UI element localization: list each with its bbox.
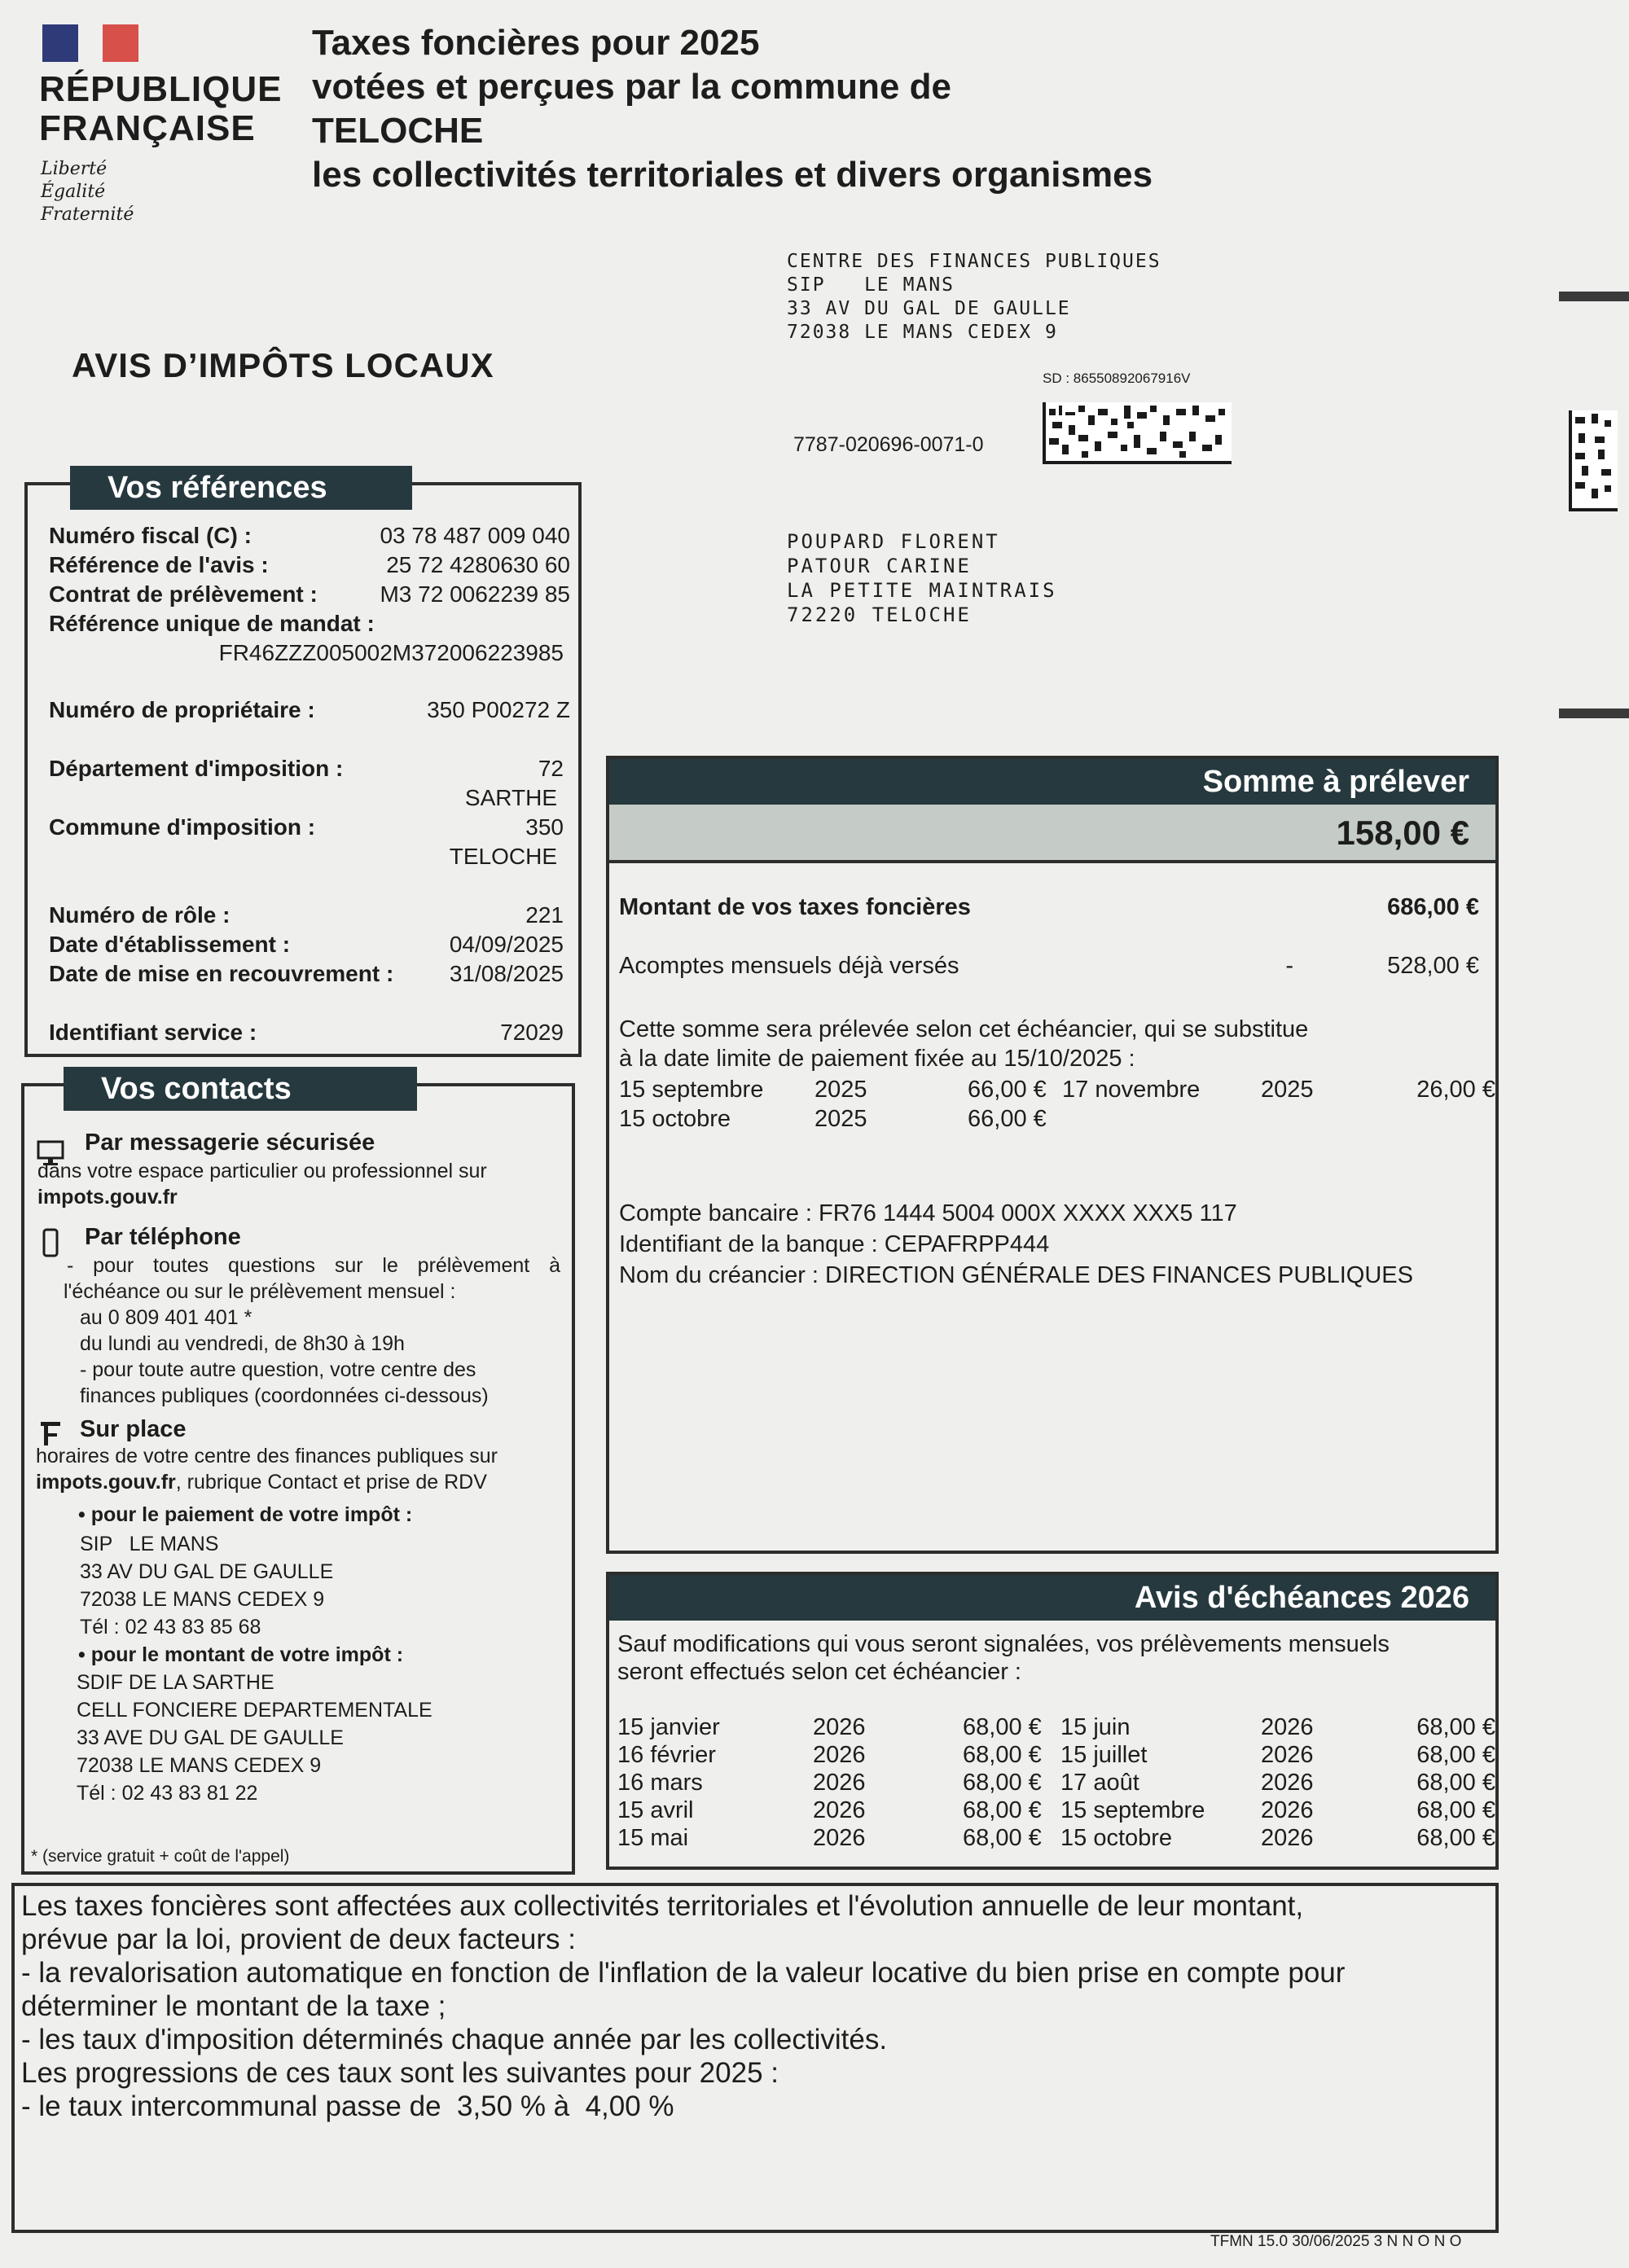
sur-place-line: impots.gouv.fr, rubrique Contact et prise de RDV <box>36 1471 487 1494</box>
proprietaire-row: Numéro de propriétaire : 350 P00272 Z <box>49 697 570 722</box>
echeance-year: 2026 <box>813 1714 866 1740</box>
edge-mark <box>1559 708 1629 718</box>
messagerie-link[interactable]: impots.gouv.fr <box>37 1186 178 1209</box>
somme-panel <box>606 756 1499 1554</box>
taxes-row: Montant de vos taxes foncières 686,00 € <box>619 894 1479 920</box>
identifiant-service-row: Identifiant service : 72029 <box>49 1020 564 1045</box>
date-recouvrement-row: Date de mise en recouvrement : 31/08/2025 <box>49 961 564 986</box>
echeance-date: 15 mai <box>617 1825 689 1851</box>
schedule-year: 2025 <box>814 1106 867 1132</box>
nom-creancier: Nom du créancier : DIRECTION GÉNÉRALE DES FINANCES PUBLIQUES <box>619 1262 1413 1288</box>
echeance-amount: 68,00 € <box>1416 1742 1495 1768</box>
montant-phone: Tél : 02 43 83 81 22 <box>77 1782 258 1805</box>
montant-address: 33 AVE DU GAL DE GAULLE <box>77 1726 344 1749</box>
echeance-year: 2026 <box>813 1742 866 1768</box>
echeance-year: 2026 <box>1261 1714 1314 1740</box>
paiement-phone: Tél : 02 43 83 85 68 <box>80 1616 261 1638</box>
marianne-logo <box>42 24 138 65</box>
info-line: déterminer le montant de la taxe ; <box>21 1990 446 2022</box>
echeance-year: 2026 <box>1261 1742 1314 1768</box>
side-barcode-icon <box>1569 410 1618 511</box>
footer-code: TFMN 15.0 30/06/2025 3 N N O N O <box>1210 2233 1462 2250</box>
schedule-date: 17 novembre <box>1062 1077 1201 1103</box>
avis-title: AVIS D’IMPÔTS LOCAUX <box>72 346 494 384</box>
echeance-amount: 68,00 € <box>963 1825 1042 1851</box>
sd-code: SD : 86550892067916V <box>1043 371 1191 386</box>
numero-fiscal-row: Numéro fiscal (C) : 03 78 487 009 040 <box>49 523 570 548</box>
devise-egalite: Égalité <box>41 182 106 202</box>
somme-amount: 158,00 € <box>609 805 1495 863</box>
devise-liberte: Liberté <box>41 159 108 179</box>
telephone-line: l'échéance ou sur le prélèvement mensuel : <box>64 1280 456 1303</box>
montant-address: SDIF DE LA SARTHE <box>77 1671 274 1694</box>
echeance-year: 2026 <box>813 1825 866 1851</box>
echeance-date: 17 août <box>1060 1770 1139 1796</box>
echeance-amount: 68,00 € <box>1416 1770 1495 1796</box>
document-reference-code: 7787-020696-0071-0 <box>793 433 984 456</box>
document-title-line2: votées et perçues par la commune de <box>312 67 951 107</box>
sur-place-title: Sur place <box>80 1416 187 1442</box>
echeance-amount: 68,00 € <box>963 1770 1042 1796</box>
info-line: - le taux intercommunal passe de 3,50 % à 4,00 % <box>21 2090 674 2122</box>
departement-row: Département d'imposition : 72 <box>49 756 564 781</box>
commune-name: TELOCHE <box>449 844 557 869</box>
contacts-heading: Vos contacts <box>64 1067 417 1111</box>
references-heading: Vos références <box>70 466 412 510</box>
commune-row: Commune d'imposition : 350 <box>49 814 564 840</box>
echeance-year: 2026 <box>1261 1825 1314 1851</box>
phone-icon <box>36 1228 65 1257</box>
mandat-value: FR46ZZZ005002M372006223985 <box>218 640 564 665</box>
information-panel <box>11 1883 1499 2233</box>
echeance-year: 2026 <box>813 1770 866 1796</box>
francaise-label: FRANÇAISE <box>39 108 256 148</box>
montant-title: • pour le montant de votre impôt : <box>78 1643 404 1666</box>
echeances-heading: Avis d'échéances 2026 <box>609 1575 1495 1621</box>
telephone-line: finances publiques (coordonnées ci-dessous) <box>80 1384 489 1407</box>
info-line: - la revalorisation automatique en fonction de l'inflation de la valeur locative du bien prise en compte pour <box>21 1957 1346 1989</box>
echeance-date: 16 février <box>617 1742 716 1768</box>
telephone-title: Par téléphone <box>85 1224 241 1250</box>
centre-finances-address: CENTRE DES FINANCES PUBLIQUES SIP LE MANS 33 AV DU GAL DE GAULLE 72038 LE MANS CEDEX 9 <box>787 251 1161 343</box>
schedule-amount: 26,00 € <box>1416 1077 1495 1103</box>
schedule-amount: 66,00 € <box>968 1077 1047 1103</box>
schedule-date: 15 octobre <box>619 1106 731 1132</box>
telephone-hours: du lundi au vendredi, de 8h30 à 19h <box>80 1332 405 1355</box>
date-etablissement-row: Date d'établissement : 04/09/2025 <box>49 932 564 957</box>
schedule-year: 2025 <box>814 1077 867 1103</box>
contacts-footnote: * (service gratuit + coût de l'appel) <box>31 1847 290 1866</box>
echeancier-note: Cette somme sera prélevée selon cet échéancier, qui se substitue <box>619 1016 1309 1042</box>
somme-heading: Somme à prélever <box>609 759 1495 805</box>
paiement-address: 33 AV DU GAL DE GAULLE <box>80 1560 334 1583</box>
compte-bancaire: Compte bancaire : FR76 1444 5004 000X XXXX XXX5 117 <box>619 1200 1237 1226</box>
messagerie-text: dans votre espace particulier ou professionnel sur <box>37 1160 487 1182</box>
echeance-amount: 68,00 € <box>1416 1797 1495 1823</box>
paiement-address: 72038 LE MANS CEDEX 9 <box>80 1588 325 1611</box>
messagerie-title: Par messagerie sécurisée <box>85 1130 375 1156</box>
paiement-title: • pour le paiement de votre impôt : <box>78 1503 413 1526</box>
mandat-row: Référence unique de mandat : <box>49 611 375 636</box>
sur-place-link[interactable]: impots.gouv.fr <box>36 1471 176 1494</box>
identifiant-banque: Identifiant de la banque : CEPAFRPP444 <box>619 1231 1050 1257</box>
contacts-panel <box>21 1072 575 1875</box>
montant-address: CELL FONCIERE DEPARTEMENTALE <box>77 1699 432 1722</box>
schedule-date: 15 septembre <box>619 1077 764 1103</box>
echeances-panel <box>606 1572 1499 1870</box>
telephone-line: - pour toutes questions sur le prélèvement à <box>67 1254 560 1277</box>
schedule-amount: 66,00 € <box>968 1106 1047 1132</box>
acomptes-row: Acomptes mensuels déjà versés - 528,00 € <box>619 953 1479 979</box>
telephone-line: - pour toute autre question, votre centre des <box>80 1358 476 1381</box>
role-row: Numéro de rôle : 221 <box>49 902 564 928</box>
echeance-date: 15 juin <box>1060 1714 1131 1740</box>
echeance-amount: 68,00 € <box>963 1797 1042 1823</box>
echeances-note: Sauf modifications qui vous seront signalées, vos prélèvements mensuels <box>617 1631 1390 1657</box>
echeance-year: 2026 <box>1261 1797 1314 1823</box>
echeance-date: 16 mars <box>617 1770 703 1796</box>
references-panel <box>24 471 582 1057</box>
contrat-prelevement-row: Contrat de prélèvement : M3 72 0062239 85 <box>49 581 570 607</box>
document-subtitle: les collectivités territoriales et divers organismes <box>312 155 1153 195</box>
info-line: prévue par la loi, provient de deux facteurs : <box>21 1924 576 1955</box>
echeance-date: 15 janvier <box>617 1714 720 1740</box>
departement-name: SARTHE <box>464 785 557 810</box>
echeance-date: 15 septembre <box>1060 1797 1205 1823</box>
datamatrix-barcode-icon <box>1043 402 1232 464</box>
echeance-year: 2026 <box>813 1797 866 1823</box>
echeance-amount: 68,00 € <box>963 1742 1042 1768</box>
echeance-amount: 68,00 € <box>963 1714 1042 1740</box>
echeance-date: 15 octobre <box>1060 1825 1173 1851</box>
telephone-number[interactable]: au 0 809 401 401 * <box>80 1306 252 1329</box>
echeancier-note: à la date limite de paiement fixée au 15/10/2025 : <box>619 1046 1135 1072</box>
echeance-amount: 68,00 € <box>1416 1825 1495 1851</box>
montant-address: 72038 LE MANS CEDEX 9 <box>77 1754 322 1777</box>
echeance-date: 15 avril <box>617 1797 694 1823</box>
reference-avis-row: Référence de l'avis : 25 72 4280630 60 <box>49 552 570 577</box>
edge-mark <box>1559 292 1629 301</box>
sur-place-text: horaires de votre centre des finances publiques sur <box>36 1445 498 1467</box>
echeance-date: 15 juillet <box>1060 1742 1148 1768</box>
echeance-year: 2026 <box>1261 1770 1314 1796</box>
paiement-address: SIP LE MANS <box>80 1533 219 1555</box>
recipient-address: POUPARD FLORENT PATOUR CARINE LA PETITE MAINTRAIS 72220 TELOCHE <box>787 530 1057 626</box>
info-line: - les taux d'imposition déterminés chaque année par les collectivités. <box>21 2024 888 2055</box>
info-line: Les taxes foncières sont affectées aux collectivités territoriales et l'évolution annuelle de leur montant, <box>21 1890 1304 1922</box>
devise-fraternite: Fraternité <box>41 204 134 225</box>
echeances-note: seront effectués selon cet échéancier : <box>617 1659 1021 1685</box>
schedule-year: 2025 <box>1261 1077 1314 1103</box>
document-title: Taxes foncières pour 2025 <box>312 23 760 63</box>
info-line: Les progressions de ces taux sont les suivantes pour 2025 : <box>21 2057 779 2089</box>
echeance-amount: 68,00 € <box>1416 1714 1495 1740</box>
document-title-commune: TELOCHE <box>312 111 484 151</box>
republique-label: RÉPUBLIQUE <box>39 69 283 109</box>
